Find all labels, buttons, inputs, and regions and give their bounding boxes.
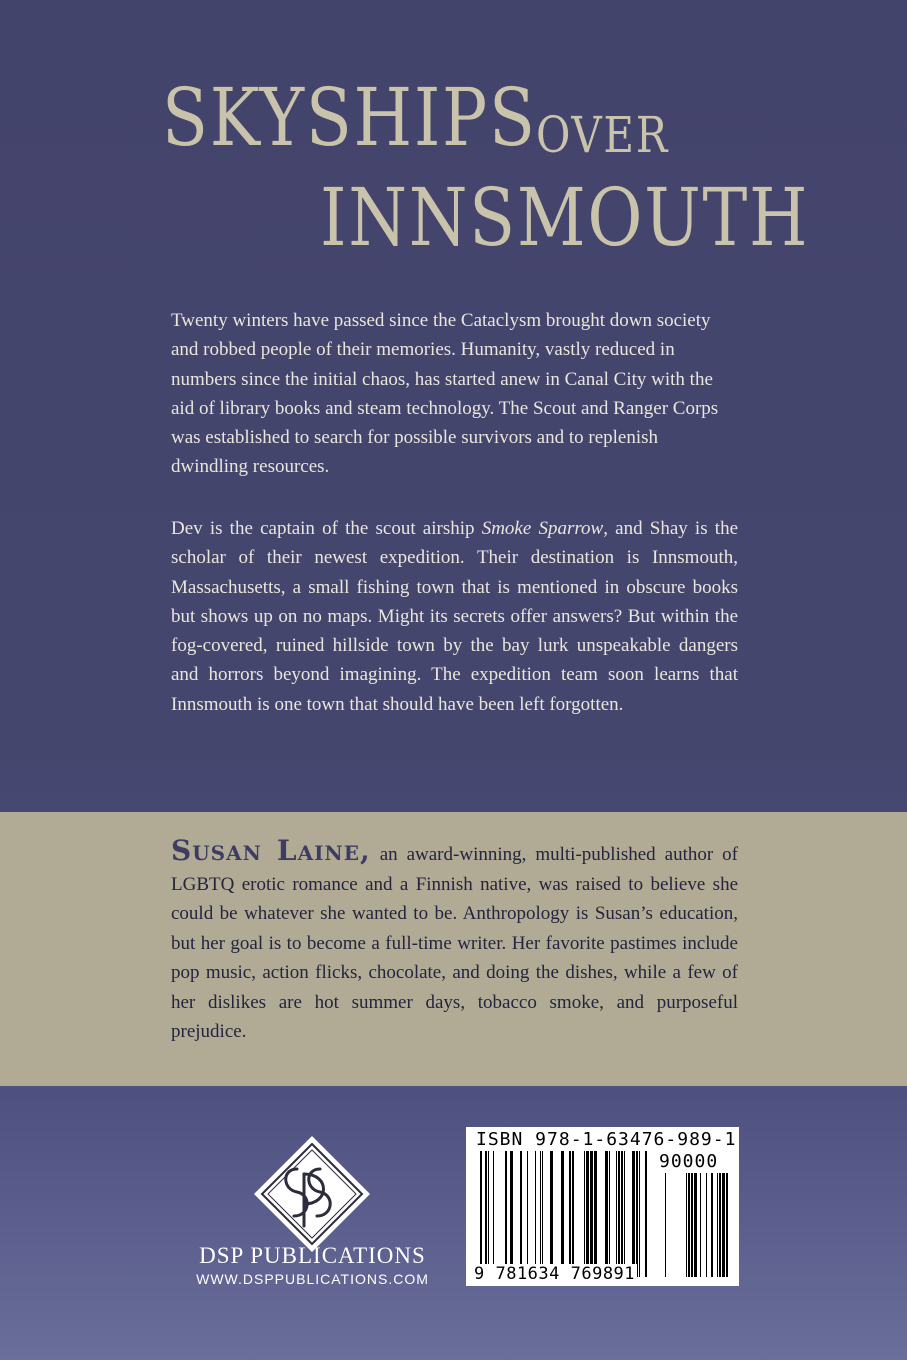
addon-barcode-bar xyxy=(711,1173,713,1277)
title-word-over: OVER xyxy=(536,106,670,164)
addon-barcode-bar xyxy=(665,1173,666,1277)
barcode-bar xyxy=(561,1151,564,1277)
barcode-bar xyxy=(542,1151,543,1277)
barcode-bar xyxy=(505,1151,507,1277)
barcode-bar xyxy=(618,1151,620,1277)
barcode-bar xyxy=(488,1151,489,1277)
ship-name: Smoke Sparrow xyxy=(481,518,604,539)
barcode-bar xyxy=(527,1151,528,1277)
barcode-bar xyxy=(645,1151,647,1277)
author-bio xyxy=(171,836,738,1047)
barcode-bar xyxy=(632,1151,635,1277)
barcode-bar xyxy=(535,1151,536,1277)
barcode-bar xyxy=(616,1151,617,1277)
author-bio-band xyxy=(0,812,907,1086)
barcode-bar xyxy=(594,1151,597,1277)
author-name: Susan Laine, xyxy=(171,834,371,867)
barcode-bar xyxy=(485,1151,487,1277)
addon-barcode-bar xyxy=(688,1173,690,1277)
barcode-bar xyxy=(510,1151,513,1277)
barcode-bar xyxy=(569,1151,571,1277)
publisher-name: DSP PUBLICATIONS xyxy=(199,1243,426,1268)
barcode-bar xyxy=(480,1151,482,1277)
barcode-bar xyxy=(621,1151,623,1277)
dsp-monogram-diamond-icon xyxy=(252,1134,372,1254)
barcode-bar xyxy=(636,1151,638,1277)
barcode-bar xyxy=(540,1151,541,1277)
barcode-bar xyxy=(624,1151,625,1277)
blurb-p2-start: Dev is the captain of the scout airship xyxy=(171,518,482,539)
publisher-url: WWW.DSPPUBLICATIONS.COM xyxy=(196,1271,429,1287)
addon-barcode-bar xyxy=(717,1173,718,1277)
barcode-digits: 9 781634 769891 xyxy=(474,1264,636,1284)
barcode-bar xyxy=(609,1151,610,1277)
author-bio-text: an award-winning, multi-published author of LGBTQ erotic romance and a Finnish native, was raised to believe she could be whatever she wanted to be. Anthropology is Susan’s education, but her goal is to become a full-time writer. Her favorite pastimes include pop music, action flicks, chocolate, and doing the dishes, while a few of her dislikes are hot summer days, tobacco smoke, and purposeful prejudice. xyxy=(171,844,738,1042)
addon-barcode-bar xyxy=(719,1173,721,1277)
addon-barcode-bar xyxy=(722,1173,725,1277)
book-title xyxy=(162,71,810,278)
isbn-barcode xyxy=(466,1127,739,1286)
price-code: 90000 xyxy=(659,1151,719,1172)
blurb-paragraph-1: Twenty winters have passed since the Cataclysm brought down society and robbed people of their memories. Humanity, vastly reduced in numbers since the initial chaos, has started anew in Canal City with the aid of library books and steam technology. The Scout and Ranger Corps was established to search for possible survivors and to replenish dwindling resources. xyxy=(171,310,719,478)
title-word-innsmouth: INNSMOUTH xyxy=(320,171,810,264)
blurb-paragraph-2 xyxy=(171,514,738,719)
title-line-2 xyxy=(320,171,902,264)
title-word-skyships: SKYSHIPS xyxy=(162,71,537,164)
addon-barcode-bar xyxy=(694,1173,697,1277)
barcode-bar xyxy=(584,1151,585,1277)
barcode-bar xyxy=(590,1151,593,1277)
isbn-text: ISBN 978-1-63476-989-1 xyxy=(476,1129,737,1150)
barcode-bar xyxy=(520,1151,522,1277)
addon-barcode-bar xyxy=(691,1173,693,1277)
addon-barcode-bar xyxy=(686,1173,687,1277)
addon-barcode-bar xyxy=(700,1173,701,1277)
barcode-bar xyxy=(605,1151,608,1277)
blurb-p2-end: , and Shay is the scholar of their newest expedition. Their destination is Innsmouth, Massachusetts, a small fishing town that is mentioned in obscure books but shows up on no maps. Might its secrets offer answers? But within the fog-covered, ruined hillside town by the bay lurk unspeakable dangers and horrors beyond imagining. The expedition team soon learns that Innsmouth is one town that should have been left forgotten. xyxy=(171,518,738,715)
barcode-bar xyxy=(493,1151,494,1277)
barcode-bar xyxy=(572,1151,574,1277)
barcode-bar xyxy=(550,1151,553,1277)
addon-barcode-bar xyxy=(706,1173,707,1277)
barcode-bar xyxy=(586,1151,589,1277)
addon-barcode-bar xyxy=(726,1173,728,1277)
barcode-bar xyxy=(639,1151,640,1277)
